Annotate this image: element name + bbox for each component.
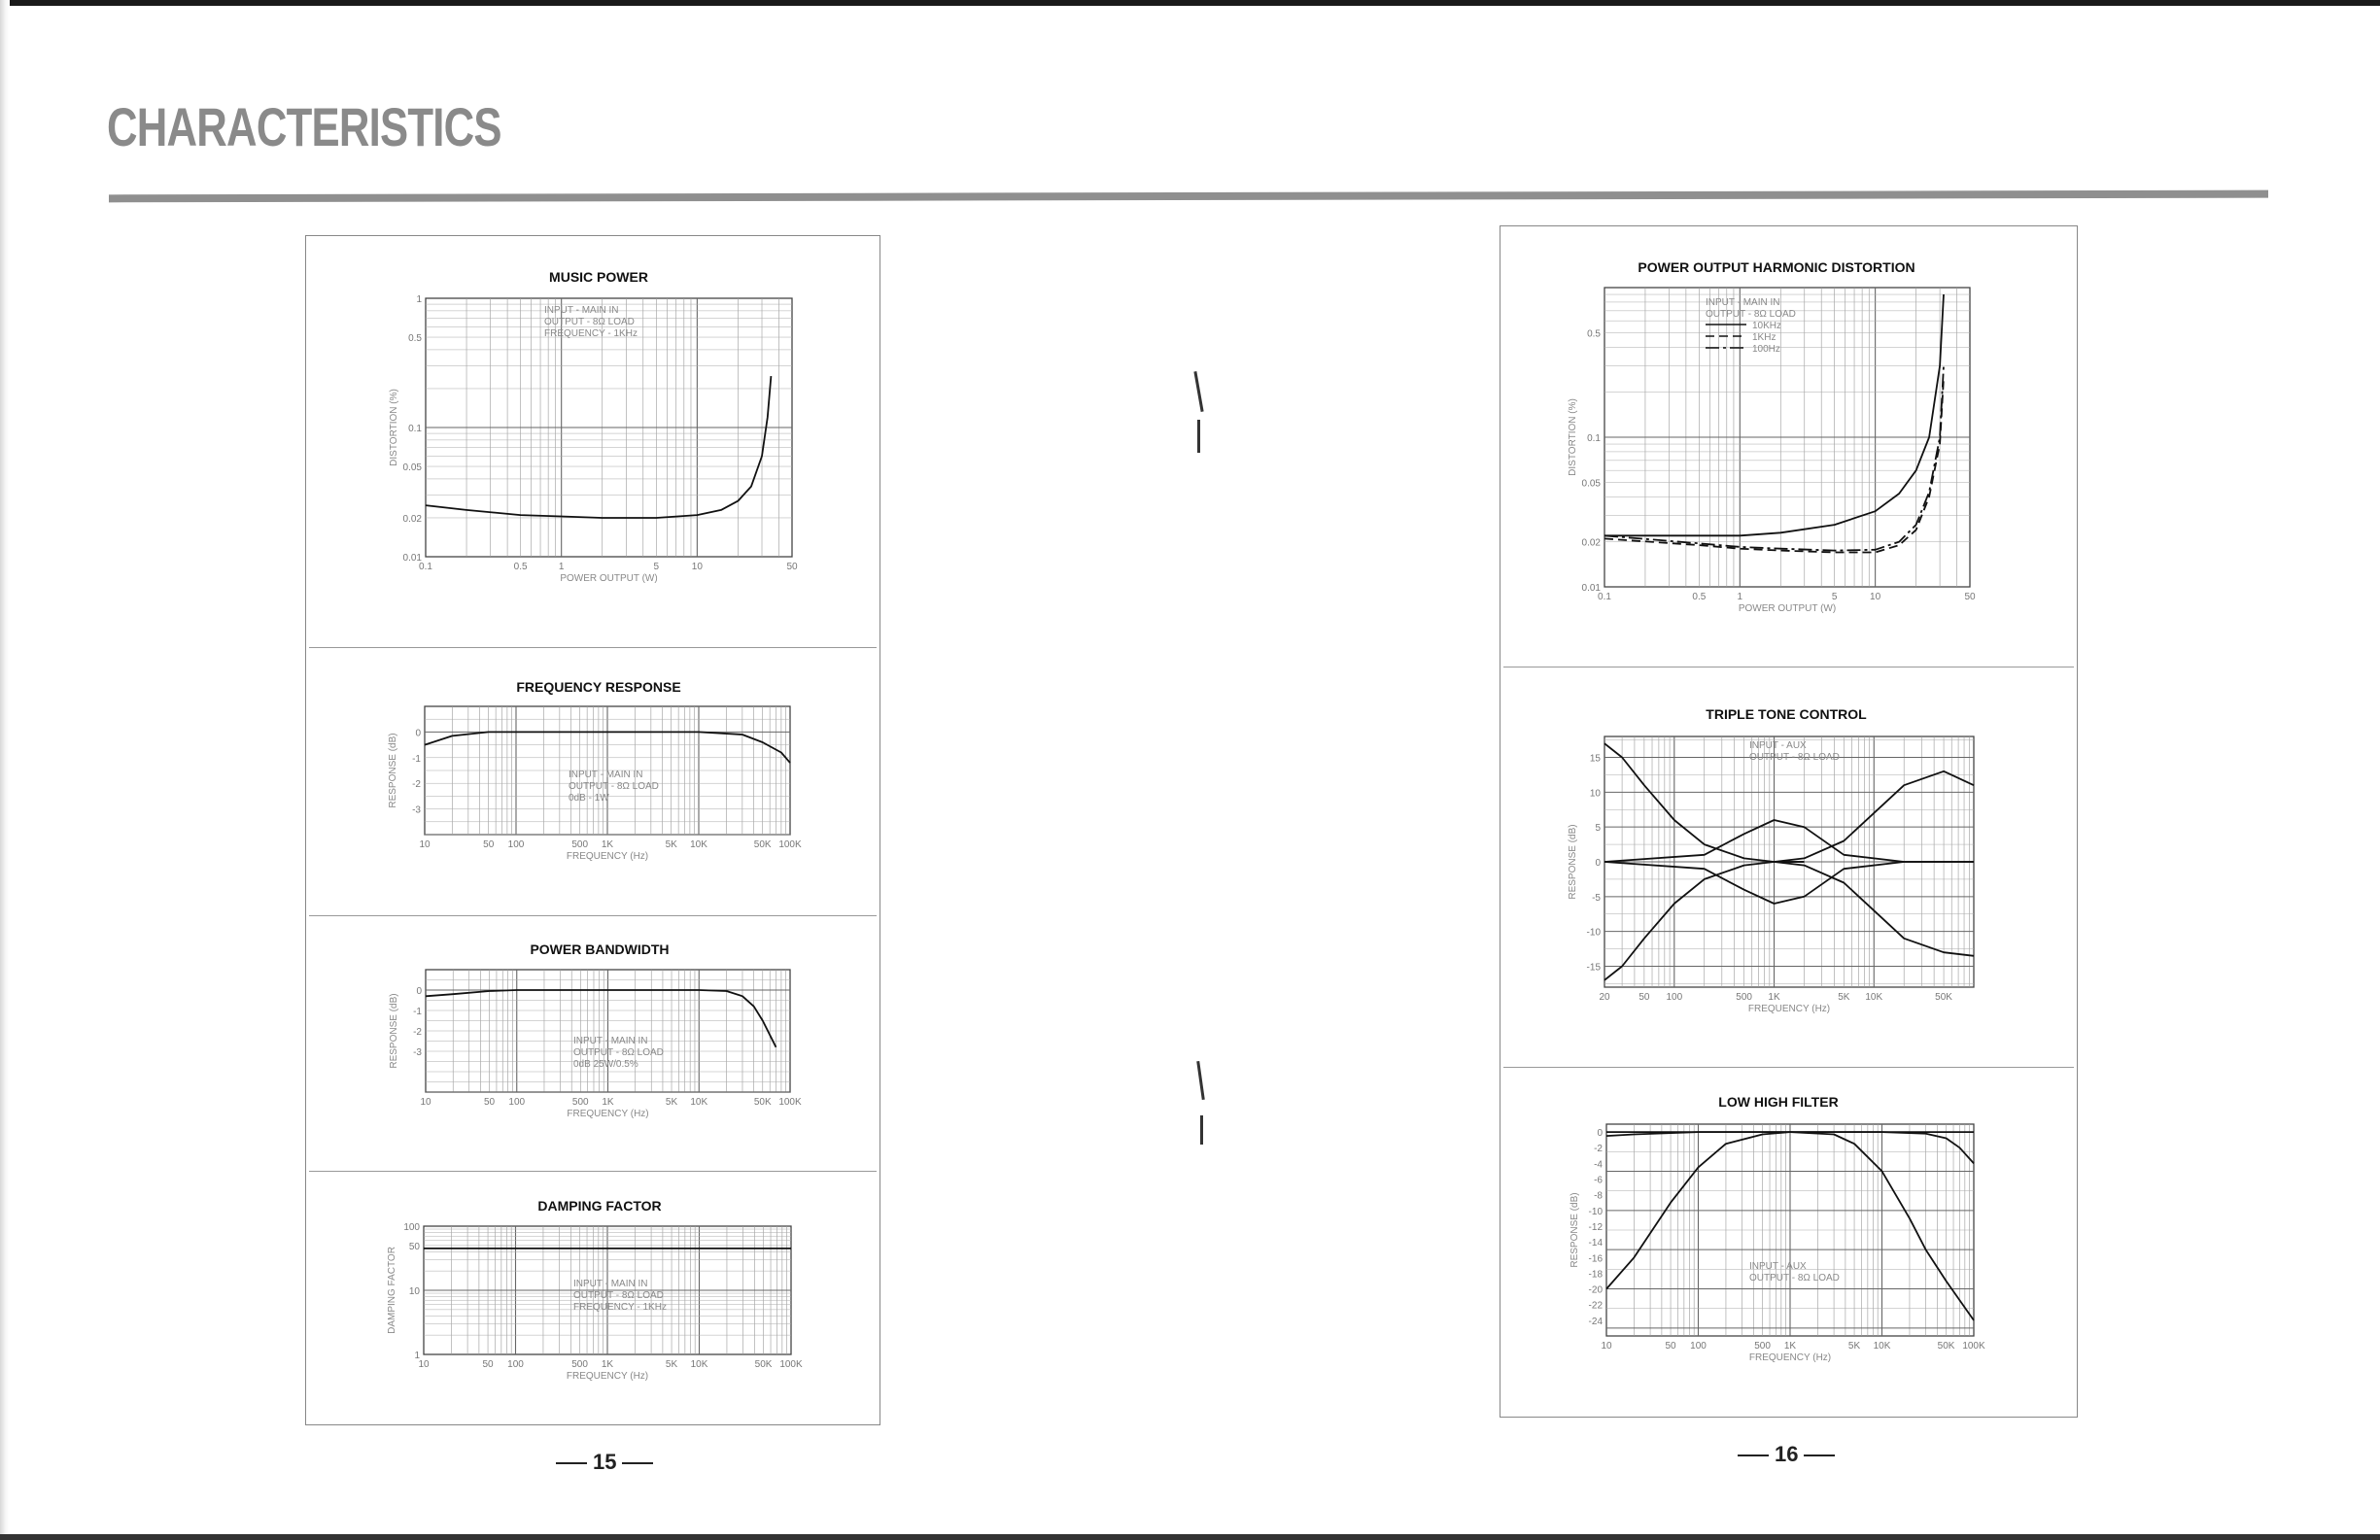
legend-note: OUTPUT - 8Ω LOAD [573, 1047, 664, 1058]
y-tick-label: -18 [1588, 1269, 1603, 1281]
x-tick-label: 100 [1690, 1341, 1707, 1352]
y-tick-label: 0.05 [402, 462, 422, 474]
x-tick-label: 10K [1873, 1341, 1891, 1352]
x-tick-label: 5K [665, 839, 677, 850]
legend-note: OUTPUT - 8Ω LOAD [1749, 1273, 1840, 1283]
legend-note: OUTPUT - 8Ω LOAD [569, 781, 659, 792]
x-tick-label: 50 [786, 562, 798, 572]
x-tick-label: 100 [508, 1097, 526, 1108]
x-tick-label: 500 [1754, 1341, 1771, 1352]
y-tick-label: -16 [1588, 1253, 1603, 1265]
x-tick-label: 50K [753, 1097, 772, 1108]
x-axis-label: POWER OUTPUT (W) [1738, 603, 1837, 614]
y-tick-label: -22 [1588, 1300, 1603, 1312]
y-tick-label: 0 [1595, 858, 1601, 869]
legend-note: INPUT - AUX [1749, 1261, 1807, 1272]
y-tick-label: 0.1 [408, 424, 422, 434]
y-axis-label: RESPONSE (dB) [389, 993, 399, 1069]
legend-note: INPUT - MAIN IN [569, 770, 643, 780]
x-tick-label: 500 [571, 839, 589, 850]
y-tick-label: -15 [1586, 962, 1601, 974]
chart-title: MUSIC POWER [549, 269, 648, 285]
legend-note: INPUT - MAIN IN [573, 1036, 648, 1046]
y-axis-label: DISTORTION (%) [1568, 398, 1578, 476]
y-tick-label: -12 [1588, 1221, 1603, 1233]
x-tick-label: 10 [420, 1097, 431, 1108]
x-tick-label: 50K [753, 839, 772, 850]
x-tick-label: 500 [1736, 992, 1752, 1003]
x-tick-label: 50 [1665, 1341, 1676, 1352]
y-tick-label: -3 [413, 1047, 422, 1058]
y-tick-label: 1 [416, 294, 422, 305]
page-number-dash [622, 1462, 653, 1464]
legend-note: FREQUENCY - 1KHz [544, 328, 638, 339]
page-number-value: 15 [593, 1450, 617, 1474]
x-tick-label: 0.1 [419, 562, 432, 572]
x-tick-label: 10K [690, 839, 707, 850]
x-tick-label: 500 [571, 1359, 588, 1370]
x-tick-label: 50K [1935, 992, 1952, 1003]
y-tick-label: 15 [1589, 753, 1601, 765]
x-tick-label: 50 [483, 1097, 496, 1108]
y-tick-label: -1 [413, 1007, 422, 1017]
x-tick-label: 5 [1831, 592, 1838, 602]
x-tick-label: 10K [690, 1097, 708, 1108]
x-tick-label: 5K [665, 1097, 678, 1108]
legend-note: OUTPUT - 8Ω LOAD [1706, 309, 1796, 320]
x-tick-label: 5K [1838, 992, 1850, 1003]
x-axis-label: FREQUENCY (Hz) [566, 1371, 649, 1382]
y-tick-label: 50 [408, 1241, 420, 1252]
x-tick-label: 5K [665, 1359, 678, 1370]
y-tick-label: 0.5 [408, 333, 422, 345]
x-tick-label: 10K [690, 1359, 708, 1370]
y-tick-label: -24 [1588, 1316, 1603, 1327]
y-tick-label: 1 [414, 1351, 420, 1361]
y-tick-label: 0.02 [402, 513, 422, 525]
x-tick-label: 50K [1937, 1341, 1955, 1352]
y-tick-label: -3 [412, 804, 421, 816]
y-tick-label: -2 [412, 779, 421, 791]
x-tick-label: 10 [1601, 1341, 1612, 1352]
x-tick-label: 1K [1768, 992, 1780, 1003]
y-tick-label: 10 [408, 1286, 420, 1297]
x-tick-label: 100K [778, 839, 802, 850]
x-tick-label: 20 [1599, 992, 1610, 1003]
legend-entry: 1KHz [1752, 332, 1776, 343]
y-tick-label: -20 [1588, 1284, 1603, 1296]
y-axis-label: RESPONSE (dB) [1568, 824, 1578, 900]
page-number-dash [1804, 1454, 1835, 1456]
x-tick-label: 1K [602, 1097, 614, 1108]
x-axis-label: FREQUENCY (Hz) [1748, 1352, 1832, 1363]
y-tick-label: -14 [1588, 1238, 1603, 1249]
legend-note: OUTPUT - 8Ω LOAD [573, 1290, 664, 1301]
legend-note: OUTPUT - 8Ω LOAD [544, 317, 635, 327]
x-tick-label: 1 [558, 562, 565, 572]
y-axis-label: RESPONSE (dB) [388, 733, 398, 808]
legend-entry: 10KHz [1752, 321, 1782, 331]
y-tick-label: -5 [1592, 892, 1601, 904]
y-tick-label: 0.1 [1587, 433, 1601, 444]
x-tick-label: 1K [601, 1359, 614, 1370]
y-tick-label: 0.5 [1587, 328, 1601, 340]
y-tick-label: 0.05 [1581, 478, 1601, 490]
x-tick-label: 0.5 [1692, 592, 1707, 602]
x-axis-label: POWER OUTPUT (W) [560, 573, 658, 584]
x-tick-label: 50K [754, 1359, 773, 1370]
y-tick-label: -10 [1586, 927, 1601, 939]
legend-note: 0dB - 1W [569, 793, 609, 804]
x-tick-label: 1 [1737, 592, 1743, 602]
y-tick-label: 0.01 [1581, 583, 1601, 594]
y-tick-label: 0 [415, 728, 421, 739]
y-tick-label: -10 [1588, 1206, 1603, 1217]
legend-note: INPUT - MAIN IN [544, 305, 619, 316]
y-tick-label: -2 [413, 1027, 422, 1038]
x-tick-label: 50 [482, 1359, 494, 1370]
legend-note: OUTPUT - 8Ω LOAD [1749, 752, 1840, 763]
x-tick-label: 10 [419, 839, 431, 850]
x-tick-label: 50 [1638, 992, 1650, 1003]
chart-title: TRIPLE TONE CONTROL [1706, 706, 1867, 722]
legend-note: FREQUENCY - 1KHz [573, 1302, 667, 1313]
x-tick-label: 100K [1962, 1341, 1985, 1352]
y-tick-label: 0 [416, 986, 422, 997]
y-axis-label: DISTORTION (%) [389, 389, 399, 466]
y-tick-label: -6 [1594, 1175, 1603, 1186]
x-tick-label: 500 [571, 1097, 589, 1108]
chart-title: FREQUENCY RESPONSE [516, 679, 681, 695]
page-number-dash [556, 1462, 587, 1464]
x-tick-label: 10K [1865, 992, 1883, 1003]
x-tick-label: 100 [507, 839, 525, 850]
x-tick-label: 100 [1666, 992, 1683, 1003]
y-tick-label: 10 [1589, 788, 1601, 800]
x-tick-label: 100 [507, 1359, 524, 1370]
chart-title: LOW HIGH FILTER [1718, 1094, 1839, 1110]
x-tick-label: 10 [1870, 592, 1881, 602]
x-tick-label: 5 [653, 562, 660, 572]
x-tick-label: 10 [418, 1359, 430, 1370]
chart-title: DAMPING FACTOR [537, 1198, 662, 1214]
y-tick-label: -1 [412, 753, 421, 765]
page-number-right [1732, 1442, 1841, 1467]
legend-entry: 100Hz [1752, 344, 1780, 355]
x-tick-label: 100K [778, 1097, 802, 1108]
x-tick-label: 0.1 [1598, 592, 1611, 602]
y-tick-label: 100 [403, 1222, 420, 1233]
page-title: CHARACTERISTICS [107, 96, 501, 157]
page-number-left [550, 1450, 659, 1475]
y-tick-label: -4 [1594, 1159, 1603, 1171]
chart-title: POWER BANDWIDTH [530, 941, 670, 957]
legend-note: 0dB 25W/0.5% [573, 1059, 638, 1070]
page-number-value: 16 [1775, 1442, 1799, 1466]
y-tick-label: 0 [1597, 1128, 1603, 1140]
x-tick-label: 50 [483, 839, 495, 850]
x-tick-label: 100K [779, 1359, 803, 1370]
legend-note: INPUT - AUX [1749, 740, 1807, 751]
x-axis-label: FREQUENCY (Hz) [566, 851, 649, 862]
x-axis-label: FREQUENCY (Hz) [1747, 1004, 1831, 1014]
y-tick-label: -2 [1594, 1144, 1603, 1155]
x-tick-label: 10 [691, 562, 703, 572]
chart-title: POWER OUTPUT HARMONIC DISTORTION [1638, 259, 1915, 275]
x-tick-label: 5K [1847, 1341, 1861, 1352]
x-tick-label: 0.5 [513, 562, 528, 572]
y-tick-label: 0.02 [1581, 537, 1601, 549]
page-number-dash [1738, 1454, 1769, 1456]
x-tick-label: 50 [1964, 592, 1976, 602]
x-tick-label: 1K [1783, 1341, 1797, 1352]
x-tick-label: 1K [601, 839, 614, 850]
x-axis-label: FREQUENCY (Hz) [567, 1109, 649, 1119]
y-axis-label: RESPONSE (dB) [1569, 1192, 1580, 1268]
y-axis-label: DAMPING FACTOR [387, 1247, 397, 1334]
y-tick-label: 0.01 [402, 553, 422, 564]
y-tick-label: -8 [1594, 1190, 1603, 1202]
y-tick-label: 5 [1595, 823, 1601, 835]
legend-note: INPUT - MAIN IN [1706, 297, 1780, 308]
legend-note: INPUT - MAIN IN [573, 1279, 648, 1289]
